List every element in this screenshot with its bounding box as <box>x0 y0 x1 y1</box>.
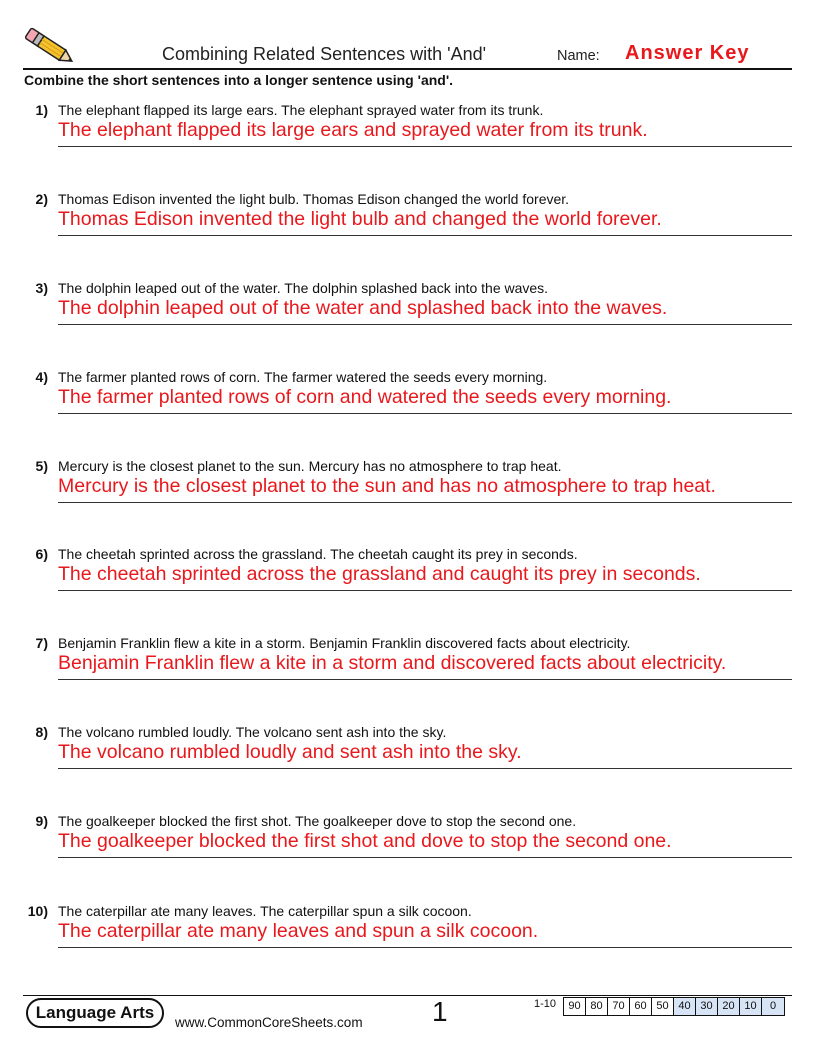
question-answer: The volcano rumbled loudly and sent ash into the sky. <box>58 741 522 763</box>
question-number: 10) <box>27 903 48 919</box>
score-cell: 60 <box>630 998 652 1015</box>
question-item <box>0 546 816 606</box>
question-number: 5) <box>35 458 48 474</box>
question-number: 6) <box>35 546 48 562</box>
question-item <box>0 635 816 695</box>
worksheet-title: Combining Related Sentences with 'And' <box>162 44 487 64</box>
question-prompt: The goalkeeper blocked the first shot. The goalkeeper dove to stop the second one. <box>58 813 577 829</box>
score-cell: 30 <box>696 998 718 1015</box>
question-number: 8) <box>35 724 48 740</box>
question-number: 9) <box>35 813 48 829</box>
question-prompt: The dolphin leaped out of the water. The dolphin splashed back into the waves. <box>58 280 549 296</box>
question-prompt: The volcano rumbled loudly. The volcano sent ash into the sky. <box>58 724 447 740</box>
score-cell: 0 <box>762 998 784 1015</box>
question-prompt: The caterpillar ate many leaves. The caterpillar spun a silk cocoon. <box>58 903 472 919</box>
header-divider <box>23 68 792 70</box>
score-cell: 40 <box>674 998 696 1015</box>
answer-line <box>58 679 792 680</box>
name-label: Name: <box>557 48 600 64</box>
question-number: 1) <box>35 102 48 118</box>
answer-line <box>58 502 792 503</box>
website-link[interactable]: www.CommonCoreSheets.com <box>175 1015 363 1030</box>
answer-line <box>58 413 792 414</box>
question-number: 7) <box>35 635 48 651</box>
question-number: 4) <box>35 369 48 385</box>
pencil-icon <box>20 24 80 70</box>
answer-line <box>58 947 792 948</box>
score-cell: 20 <box>718 998 740 1015</box>
question-item <box>0 903 816 963</box>
question-answer: The cheetah sprinted across the grassland and caught its prey in seconds. <box>58 563 701 585</box>
question-prompt: Mercury is the closest planet to the sun. Mercury has no atmosphere to trap heat. <box>58 458 562 474</box>
question-item <box>0 458 816 518</box>
subject-badge: Language Arts <box>26 998 164 1028</box>
score-cell: 10 <box>740 998 762 1015</box>
question-answer: Mercury is the closest planet to the sun and has no atmosphere to trap heat. <box>58 475 716 497</box>
page-number: 1 <box>432 996 448 1027</box>
score-cell: 90 <box>564 998 586 1015</box>
question-answer: The dolphin leaped out of the water and splashed back into the waves. <box>58 297 668 319</box>
question-prompt: The elephant flapped its large ears. The elephant sprayed water from its trunk. <box>58 102 544 118</box>
question-prompt: The cheetah sprinted across the grassland. The cheetah caught its prey in seconds. <box>58 546 578 562</box>
question-answer: The goalkeeper blocked the first shot and dove to stop the second one. <box>58 830 672 852</box>
answer-line <box>58 146 792 147</box>
answer-line <box>58 590 792 591</box>
answer-line <box>58 857 792 858</box>
answer-line <box>58 324 792 325</box>
question-item <box>0 280 816 340</box>
instructions: Combine the short sentences into a longer sentence using 'and'. <box>24 72 454 88</box>
question-item <box>0 369 816 429</box>
question-prompt: Thomas Edison invented the light bulb. Thomas Edison changed the world forever. <box>58 191 570 207</box>
score-range-label: 1-10 <box>534 998 557 1010</box>
question-item <box>0 813 816 873</box>
question-prompt: The farmer planted rows of corn. The farmer watered the seeds every morning. <box>58 369 548 385</box>
answer-line <box>58 235 792 236</box>
question-item <box>0 724 816 784</box>
question-number: 2) <box>35 191 48 207</box>
question-answer: The farmer planted rows of corn and watered the seeds every morning. <box>58 386 672 408</box>
question-answer: Thomas Edison invented the light bulb and changed the world forever. <box>58 208 662 230</box>
question-item <box>0 191 816 251</box>
question-item <box>0 102 816 162</box>
question-prompt: Benjamin Franklin flew a kite in a storm. Benjamin Franklin discovered facts about electricity. <box>58 635 631 651</box>
score-cell: 80 <box>586 998 608 1015</box>
question-answer: The elephant flapped its large ears and sprayed water from its trunk. <box>58 119 648 141</box>
score-table <box>563 997 785 1016</box>
footer-divider <box>23 995 792 996</box>
answer-line <box>58 768 792 769</box>
question-answer: The caterpillar ate many leaves and spun a silk cocoon. <box>58 920 539 942</box>
question-answer: Benjamin Franklin flew a kite in a storm and discovered facts about electricity. <box>58 652 727 674</box>
score-cell: 70 <box>608 998 630 1015</box>
score-cell: 50 <box>652 998 674 1015</box>
answer-key-label: Answer Key <box>625 42 750 64</box>
question-number: 3) <box>35 280 48 296</box>
